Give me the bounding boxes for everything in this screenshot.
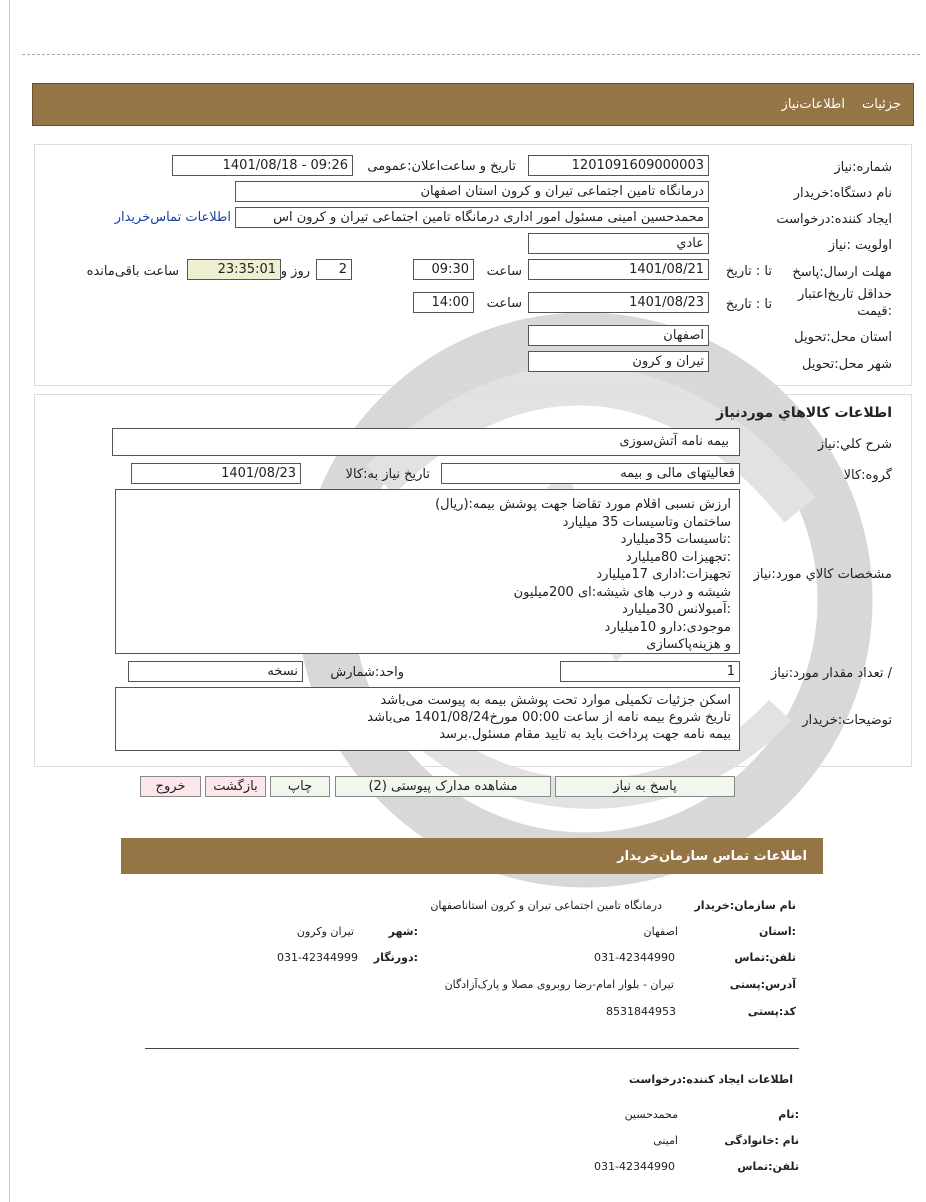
spec-line: شیشه و درب های شیشه:ای 200میلیون xyxy=(513,584,731,600)
province-label: استان محل:تحویل xyxy=(794,330,892,345)
days-field: 2 xyxy=(316,259,352,280)
announce-field: 1401/08/18 - 09:26 xyxy=(172,155,353,176)
creator-phone-value: 031-42344990 xyxy=(594,1160,675,1173)
contact-phone-value: 031-42344990 xyxy=(594,951,675,964)
announce-label: تاریخ و ساعت‌اعلان:عمومی xyxy=(367,159,516,174)
remaining-time-field: 23:35:01 xyxy=(187,259,281,280)
creator-field: محمدحسین امینی مسئول امور اداری درمانگاه تامین اجتماعی تیران و کرون اس xyxy=(235,207,709,228)
creator-name-label: :نام xyxy=(778,1108,799,1121)
validity-label-2: :قیمت xyxy=(857,304,892,319)
general-desc-field: بیمه نامه آتش‌سوزی xyxy=(112,428,740,456)
unit-label: واحد:شمارش xyxy=(330,665,404,680)
quantity-label: / تعداد مقدار مورد:نیاز xyxy=(770,666,892,681)
validity-time-field: 14:00 xyxy=(413,292,474,313)
creator-info-title: اطلاعات ایجاد کننده:درخواست xyxy=(628,1073,793,1086)
remaining-label: ساعت باقی‌مانده xyxy=(86,264,179,279)
contact-divider xyxy=(145,1048,799,1049)
buyer-notes-field xyxy=(115,687,740,751)
buyer-field: درمانگاه تامین اجتماعی تیران و کرون استان اصفهان xyxy=(235,181,709,202)
spec-line: موجودی:دارو 10میلیارد xyxy=(604,619,731,635)
goods-group-field: فعالیتهای مالی و بیمه xyxy=(441,463,740,484)
exit-button[interactable]: خروج xyxy=(140,776,201,797)
province-field: اصفهان xyxy=(528,325,709,346)
validity-time-label: ساعت xyxy=(486,296,522,311)
buyer-label: نام دستگاه:خریدار xyxy=(793,186,892,201)
top-divider xyxy=(22,54,920,55)
postal-code-label: کد:پستی xyxy=(747,1005,796,1018)
need-date-field: 1401/08/23 xyxy=(131,463,301,484)
unit-field: نسخه xyxy=(128,661,303,682)
spec-line: :آمبولانس 30میلیارد xyxy=(621,602,731,617)
notes-line: تاریخ شروع بیمه نامه از ساعت 00:00 مورخ1401/08/24 می‌باشد xyxy=(367,710,731,725)
priority-label: اولویت :نیاز xyxy=(828,238,892,253)
print-button[interactable]: چاپ xyxy=(270,776,330,797)
contact-phone-label: تلفن:تماس xyxy=(734,951,796,964)
left-border xyxy=(9,0,10,1202)
back-button[interactable]: بازگشت xyxy=(205,776,266,797)
city-field: تیران و کرون xyxy=(528,351,709,372)
deadline-time-field: 09:30 xyxy=(413,259,474,280)
validity-label: حداقل تاریخ‌اعتبار xyxy=(798,287,892,302)
deadline-label: مهلت ارسال:پاسخ xyxy=(792,265,892,280)
notes-line: بیمه نامه جهت پرداخت باید به تایید مقام مسئول.برسد xyxy=(439,727,731,742)
creator-label: ایجاد کننده:درخواست xyxy=(776,212,892,227)
creator-family-label: نام :خانوادگی xyxy=(724,1134,799,1147)
general-desc-label: شرح کلي:نیاز xyxy=(817,437,892,452)
notes-line: اسکن جزئیات تکمیلی موارد تحت پوشش بیمه به پیوست می‌باشد xyxy=(380,693,731,708)
deadline-date-field: 1401/08/21 xyxy=(528,259,709,280)
contact-city-value: تیران وکرون xyxy=(296,925,354,938)
org-label: نام سازمان:خریدار xyxy=(694,899,796,912)
tab-details[interactable]: جزئیات xyxy=(862,97,901,112)
spec-line: ارزش نسبی اقلام مورد تقاضا جهت پوشش بیمه:(ریال) xyxy=(435,497,731,512)
contact-city-label: :شهر xyxy=(388,925,418,938)
goods-group-label: گروه:كالا xyxy=(843,468,892,483)
buyer-notes-label: توضیحات:خریدار xyxy=(802,713,892,728)
priority-field: عادي xyxy=(528,233,709,254)
deadline-to-date-label: تا : تاریخ xyxy=(725,264,772,279)
quantity-field: 1 xyxy=(560,661,740,682)
address-label: آدرس:پستی xyxy=(729,978,796,991)
spec-field xyxy=(115,489,740,654)
deadline-time-label: ساعت xyxy=(486,264,522,279)
address-value: تیران - بلوار امام-رضا روبروی مصلا و پارک‌آزادگان xyxy=(444,978,674,991)
goods-section-title: اطلاعات كالاهاي موردنياز xyxy=(716,405,892,421)
spec-line: :تجهیزات 80میلیارد xyxy=(625,549,731,565)
creator-family-value: امینی xyxy=(653,1134,678,1147)
need-date-label: تاریخ نیاز به:کالا xyxy=(345,467,430,482)
need-number-label: شماره:نیاز xyxy=(834,160,892,175)
postal-code-value: 8531844953 xyxy=(606,1005,676,1018)
org-value: درمانگاه تامین اجتماعی تیران و کرون استاناصفهان xyxy=(430,899,662,912)
spec-line: و هزینه‌پاکسازی xyxy=(646,637,731,652)
buyer-contact-link[interactable]: اطلاعات تماس‌خریدار xyxy=(114,210,231,225)
validity-date-field: 1401/08/23 xyxy=(528,292,709,313)
need-number-field: 1201091609000003 xyxy=(528,155,709,176)
spec-line: ساختمان وتاسیسات 35 میلیارد xyxy=(562,514,731,530)
page-header xyxy=(32,83,914,126)
fax-value: 031-42344999 xyxy=(277,951,358,964)
tab-need-info[interactable]: اطلاعات‌نیاز xyxy=(781,97,845,112)
validity-to-date-label: تا : تاریخ xyxy=(725,297,772,312)
creator-name-value: محمدحسین xyxy=(624,1108,678,1121)
contact-title: اطلاعات تماس سازمان‌خریدار xyxy=(617,849,807,864)
contact-province-label: :استان xyxy=(759,925,796,938)
creator-phone-label: تلفن:تماس xyxy=(737,1160,799,1173)
days-label: روز و xyxy=(280,264,310,279)
city-label: شهر محل:تحویل xyxy=(802,357,892,372)
spec-line: تجهیزات:اداری 17میلیارد xyxy=(596,567,731,582)
attachments-button[interactable]: مشاهده مدارک پیوستی (2) xyxy=(335,776,551,797)
fax-label: :دورنگار xyxy=(373,951,418,964)
spec-label: مشخصات کالاي مورد:نیاز xyxy=(753,567,892,582)
spec-line: :تاسیسات 35میلیارد xyxy=(620,532,731,547)
reply-button[interactable]: پاسخ به نیاز xyxy=(555,776,735,797)
contact-province-value: اصفهان xyxy=(643,925,678,938)
contact-header xyxy=(121,838,823,874)
